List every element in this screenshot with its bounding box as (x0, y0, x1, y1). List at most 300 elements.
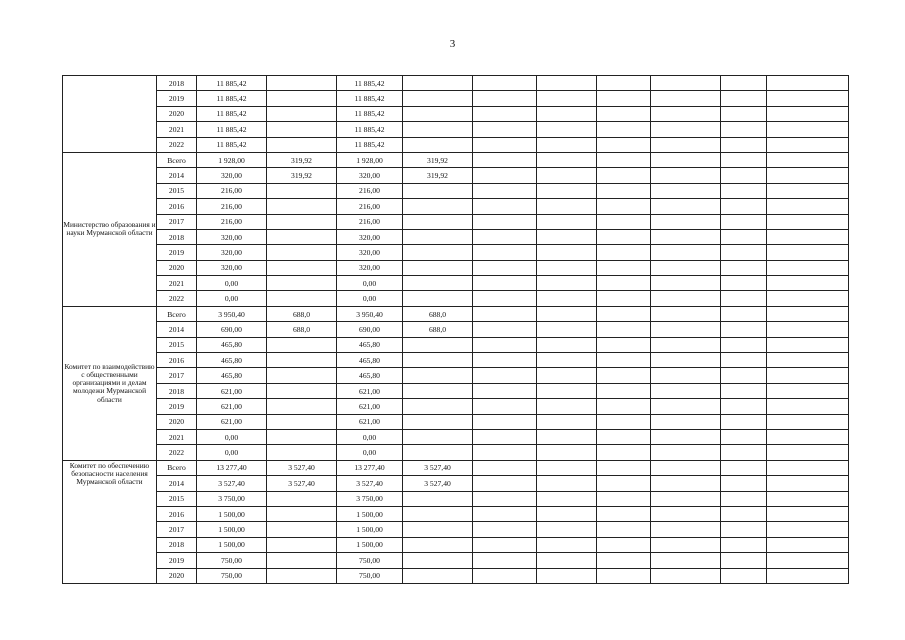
total-cell: 1 928,00 (197, 152, 267, 167)
year-cell: 2014 (157, 322, 197, 337)
empty-cell (473, 214, 537, 229)
empty-cell (473, 460, 537, 475)
table-row (63, 183, 849, 198)
empty-cell (721, 460, 767, 475)
federal-cell (267, 245, 337, 260)
empty-cell (651, 476, 721, 491)
regional-federal-cell (403, 106, 473, 121)
empty-cell (721, 429, 767, 444)
regional-federal-cell (403, 553, 473, 568)
empty-cell (537, 137, 597, 152)
empty-cell (651, 168, 721, 183)
year-cell: 2017 (157, 522, 197, 537)
empty-cell (597, 214, 651, 229)
total-cell: 3 750,00 (197, 491, 267, 506)
empty-cell (767, 522, 849, 537)
regional-total-cell: 3 750,00 (337, 491, 403, 506)
empty-cell (537, 537, 597, 552)
empty-cell (651, 260, 721, 275)
empty-cell (767, 106, 849, 121)
year-cell: 2018 (157, 76, 197, 91)
empty-cell (597, 506, 651, 521)
total-cell: 0,00 (197, 276, 267, 291)
federal-cell (267, 260, 337, 275)
federal-cell (267, 491, 337, 506)
table-row (63, 353, 849, 368)
empty-cell (537, 91, 597, 106)
federal-cell (267, 106, 337, 121)
empty-cell (537, 568, 597, 583)
empty-cell (721, 306, 767, 321)
empty-cell (651, 353, 721, 368)
empty-cell (651, 429, 721, 444)
empty-cell (597, 276, 651, 291)
table-row (63, 91, 849, 106)
empty-cell (721, 183, 767, 198)
total-cell: 0,00 (197, 429, 267, 444)
regional-federal-cell (403, 229, 473, 244)
empty-cell (597, 306, 651, 321)
year-cell: 2022 (157, 445, 197, 460)
total-cell: 11 885,42 (197, 122, 267, 137)
empty-cell (597, 91, 651, 106)
empty-cell (721, 91, 767, 106)
regional-total-cell: 465,80 (337, 337, 403, 352)
empty-cell (651, 229, 721, 244)
empty-cell (651, 106, 721, 121)
empty-cell (651, 152, 721, 167)
empty-cell (651, 306, 721, 321)
table-row (63, 476, 849, 491)
total-cell: 690,00 (197, 322, 267, 337)
empty-cell (651, 537, 721, 552)
empty-cell (537, 383, 597, 398)
federal-cell (267, 229, 337, 244)
year-cell: 2022 (157, 291, 197, 306)
year-cell: 2016 (157, 506, 197, 521)
regional-federal-cell: 319,92 (403, 152, 473, 167)
table-row (63, 76, 849, 91)
regional-federal-cell (403, 429, 473, 444)
empty-cell (597, 537, 651, 552)
empty-cell (473, 491, 537, 506)
regional-total-cell: 3 950,40 (337, 306, 403, 321)
federal-cell (267, 337, 337, 352)
budget-table (62, 75, 849, 584)
regional-federal-cell (403, 183, 473, 198)
empty-cell (721, 260, 767, 275)
empty-cell (651, 122, 721, 137)
total-cell: 11 885,42 (197, 137, 267, 152)
federal-cell: 319,92 (267, 152, 337, 167)
empty-cell (651, 460, 721, 475)
empty-cell (537, 229, 597, 244)
total-cell: 11 885,42 (197, 106, 267, 121)
table-row (63, 445, 849, 460)
empty-cell (537, 445, 597, 460)
empty-cell (767, 199, 849, 214)
empty-cell (473, 353, 537, 368)
table-row (63, 214, 849, 229)
empty-cell (537, 168, 597, 183)
empty-cell (473, 368, 537, 383)
table-row (63, 322, 849, 337)
regional-total-cell: 11 885,42 (337, 76, 403, 91)
empty-cell (473, 168, 537, 183)
empty-cell (721, 445, 767, 460)
regional-federal-cell: 688,0 (403, 322, 473, 337)
empty-cell (537, 152, 597, 167)
total-cell: 1 500,00 (197, 522, 267, 537)
year-cell: 2014 (157, 168, 197, 183)
empty-cell (721, 199, 767, 214)
empty-cell (721, 568, 767, 583)
total-cell: 3 527,40 (197, 476, 267, 491)
federal-cell (267, 568, 337, 583)
empty-cell (767, 260, 849, 275)
federal-cell (267, 445, 337, 460)
empty-cell (537, 122, 597, 137)
total-cell: 320,00 (197, 245, 267, 260)
year-cell: Всего (157, 306, 197, 321)
empty-cell (721, 291, 767, 306)
year-cell: 2016 (157, 199, 197, 214)
empty-cell (651, 491, 721, 506)
year-cell: 2019 (157, 91, 197, 106)
empty-cell (473, 306, 537, 321)
empty-cell (597, 260, 651, 275)
table-row (63, 522, 849, 537)
table-row (63, 337, 849, 352)
empty-cell (651, 383, 721, 398)
empty-cell (721, 353, 767, 368)
federal-cell (267, 414, 337, 429)
empty-cell (721, 152, 767, 167)
total-cell: 11 885,42 (197, 76, 267, 91)
table-row (63, 306, 849, 321)
regional-total-cell: 320,00 (337, 245, 403, 260)
federal-cell (267, 399, 337, 414)
year-cell: 2015 (157, 491, 197, 506)
regional-federal-cell (403, 76, 473, 91)
empty-cell (597, 291, 651, 306)
total-cell: 320,00 (197, 168, 267, 183)
organization-cell: Комитет по обеспечению безопасности населения Мурманской области (63, 460, 157, 583)
federal-cell (267, 429, 337, 444)
empty-cell (651, 553, 721, 568)
empty-cell (651, 506, 721, 521)
year-cell: 2020 (157, 106, 197, 121)
empty-cell (651, 522, 721, 537)
year-cell: 2016 (157, 353, 197, 368)
empty-cell (651, 245, 721, 260)
empty-cell (597, 399, 651, 414)
regional-total-cell: 0,00 (337, 429, 403, 444)
empty-cell (651, 568, 721, 583)
federal-cell (267, 291, 337, 306)
empty-cell (537, 260, 597, 275)
year-cell: 2022 (157, 137, 197, 152)
total-cell: 621,00 (197, 383, 267, 398)
regional-total-cell: 690,00 (337, 322, 403, 337)
empty-cell (597, 353, 651, 368)
empty-cell (721, 414, 767, 429)
regional-federal-cell: 3 527,40 (403, 476, 473, 491)
empty-cell (597, 199, 651, 214)
total-cell: 465,80 (197, 337, 267, 352)
empty-cell (767, 306, 849, 321)
empty-cell (651, 183, 721, 198)
empty-cell (473, 337, 537, 352)
total-cell: 0,00 (197, 291, 267, 306)
empty-cell (597, 76, 651, 91)
federal-cell (267, 199, 337, 214)
empty-cell (597, 229, 651, 244)
year-cell: 2020 (157, 260, 197, 275)
empty-cell (767, 553, 849, 568)
federal-cell (267, 183, 337, 198)
empty-cell (597, 429, 651, 444)
total-cell: 1 500,00 (197, 506, 267, 521)
federal-cell (267, 506, 337, 521)
total-cell: 216,00 (197, 183, 267, 198)
year-cell: 2019 (157, 553, 197, 568)
empty-cell (537, 368, 597, 383)
empty-cell (537, 337, 597, 352)
total-cell: 0,00 (197, 445, 267, 460)
empty-cell (767, 76, 849, 91)
table-row (63, 168, 849, 183)
table-row (63, 368, 849, 383)
table-row (63, 383, 849, 398)
empty-cell (597, 460, 651, 475)
table-row (63, 537, 849, 552)
empty-cell (473, 522, 537, 537)
federal-cell: 3 527,40 (267, 476, 337, 491)
regional-total-cell: 320,00 (337, 168, 403, 183)
empty-cell (537, 276, 597, 291)
empty-cell (721, 522, 767, 537)
regional-total-cell: 11 885,42 (337, 122, 403, 137)
federal-cell (267, 553, 337, 568)
empty-cell (651, 414, 721, 429)
federal-cell (267, 353, 337, 368)
empty-cell (537, 291, 597, 306)
empty-cell (597, 152, 651, 167)
empty-cell (473, 183, 537, 198)
empty-cell (473, 383, 537, 398)
empty-cell (597, 183, 651, 198)
empty-cell (767, 337, 849, 352)
empty-cell (767, 537, 849, 552)
federal-cell: 688,0 (267, 306, 337, 321)
empty-cell (721, 337, 767, 352)
total-cell: 621,00 (197, 414, 267, 429)
total-cell: 320,00 (197, 229, 267, 244)
empty-cell (721, 122, 767, 137)
regional-federal-cell (403, 122, 473, 137)
empty-cell (767, 460, 849, 475)
empty-cell (597, 322, 651, 337)
regional-total-cell: 621,00 (337, 399, 403, 414)
empty-cell (721, 476, 767, 491)
empty-cell (721, 383, 767, 398)
regional-federal-cell: 688,0 (403, 306, 473, 321)
year-cell: 2018 (157, 229, 197, 244)
year-cell: 2015 (157, 337, 197, 352)
regional-total-cell: 216,00 (337, 199, 403, 214)
empty-cell (473, 537, 537, 552)
regional-federal-cell (403, 353, 473, 368)
regional-federal-cell (403, 91, 473, 106)
empty-cell (721, 276, 767, 291)
empty-cell (473, 291, 537, 306)
empty-cell (767, 245, 849, 260)
page-number: 3 (449, 38, 456, 50)
regional-total-cell: 465,80 (337, 368, 403, 383)
empty-cell (767, 506, 849, 521)
table-row (63, 460, 849, 475)
regional-federal-cell (403, 445, 473, 460)
total-cell: 750,00 (197, 553, 267, 568)
table-row (63, 122, 849, 137)
empty-cell (537, 476, 597, 491)
empty-cell (767, 368, 849, 383)
empty-cell (597, 476, 651, 491)
empty-cell (597, 445, 651, 460)
federal-cell (267, 91, 337, 106)
regional-total-cell: 465,80 (337, 353, 403, 368)
regional-federal-cell (403, 214, 473, 229)
table-row (63, 429, 849, 444)
year-cell: Всего (157, 460, 197, 475)
regional-total-cell: 0,00 (337, 291, 403, 306)
table-row (63, 229, 849, 244)
empty-cell (721, 76, 767, 91)
regional-total-cell: 1 928,00 (337, 152, 403, 167)
year-cell: 2020 (157, 414, 197, 429)
regional-total-cell: 320,00 (337, 260, 403, 275)
empty-cell (651, 137, 721, 152)
empty-cell (597, 491, 651, 506)
total-cell: 465,80 (197, 368, 267, 383)
table-row (63, 152, 849, 167)
empty-cell (473, 199, 537, 214)
empty-cell (537, 245, 597, 260)
empty-cell (721, 168, 767, 183)
empty-cell (537, 506, 597, 521)
empty-cell (473, 276, 537, 291)
empty-cell (473, 106, 537, 121)
year-cell: 2017 (157, 368, 197, 383)
empty-cell (537, 429, 597, 444)
empty-cell (721, 537, 767, 552)
year-cell: 2019 (157, 245, 197, 260)
regional-federal-cell (403, 245, 473, 260)
empty-cell (721, 322, 767, 337)
table-row (63, 414, 849, 429)
empty-cell (597, 337, 651, 352)
empty-cell (721, 399, 767, 414)
year-cell: 2021 (157, 122, 197, 137)
regional-total-cell: 1 500,00 (337, 522, 403, 537)
empty-cell (473, 568, 537, 583)
empty-cell (473, 122, 537, 137)
regional-federal-cell (403, 537, 473, 552)
federal-cell: 319,92 (267, 168, 337, 183)
regional-total-cell: 1 500,00 (337, 537, 403, 552)
empty-cell (767, 183, 849, 198)
regional-total-cell: 621,00 (337, 383, 403, 398)
year-cell: 2018 (157, 383, 197, 398)
table-body (63, 76, 849, 584)
regional-federal-cell: 319,92 (403, 168, 473, 183)
regional-total-cell: 621,00 (337, 414, 403, 429)
regional-total-cell: 0,00 (337, 445, 403, 460)
empty-cell (473, 322, 537, 337)
empty-cell (651, 276, 721, 291)
federal-cell (267, 137, 337, 152)
regional-federal-cell (403, 383, 473, 398)
empty-cell (651, 368, 721, 383)
empty-cell (767, 445, 849, 460)
empty-cell (721, 506, 767, 521)
federal-cell (267, 122, 337, 137)
empty-cell (473, 476, 537, 491)
empty-cell (767, 568, 849, 583)
empty-cell (767, 168, 849, 183)
regional-federal-cell (403, 276, 473, 291)
year-cell: Всего (157, 152, 197, 167)
year-cell: 2021 (157, 429, 197, 444)
empty-cell (473, 429, 537, 444)
empty-cell (537, 199, 597, 214)
empty-cell (767, 429, 849, 444)
empty-cell (651, 337, 721, 352)
regional-federal-cell (403, 399, 473, 414)
regional-total-cell: 0,00 (337, 276, 403, 291)
empty-cell (597, 368, 651, 383)
organization-cell: Министерство образования и науки Мурманской области (63, 152, 157, 306)
empty-cell (597, 553, 651, 568)
regional-federal-cell (403, 414, 473, 429)
federal-cell (267, 276, 337, 291)
federal-cell (267, 368, 337, 383)
empty-cell (537, 183, 597, 198)
regional-federal-cell (403, 137, 473, 152)
regional-federal-cell (403, 368, 473, 383)
table-row (63, 291, 849, 306)
empty-cell (767, 91, 849, 106)
organization-cell: Комитет по взаимодействию с общественными организациями и делам молодежи Мурманской области (63, 306, 157, 460)
empty-cell (597, 168, 651, 183)
empty-cell (721, 368, 767, 383)
empty-cell (721, 491, 767, 506)
empty-cell (767, 383, 849, 398)
total-cell: 13 277,40 (197, 460, 267, 475)
empty-cell (473, 229, 537, 244)
table-row (63, 399, 849, 414)
empty-cell (651, 291, 721, 306)
year-cell: 2015 (157, 183, 197, 198)
organization-cell (63, 76, 157, 153)
empty-cell (537, 214, 597, 229)
regional-total-cell: 216,00 (337, 214, 403, 229)
empty-cell (721, 229, 767, 244)
regional-federal-cell (403, 506, 473, 521)
empty-cell (597, 568, 651, 583)
empty-cell (767, 137, 849, 152)
